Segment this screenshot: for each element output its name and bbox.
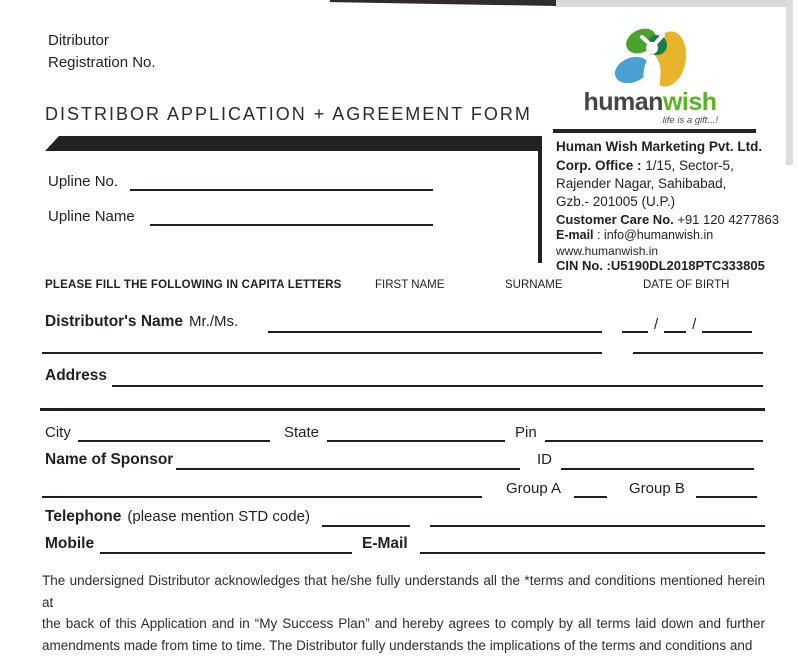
address-second-line <box>40 408 765 411</box>
address-label: Address <box>45 367 107 385</box>
company-email: E-mail : info@humanwish.in <box>556 228 794 244</box>
brand-human-text: human <box>583 88 662 116</box>
company-address-line3: Gzb.- 201005 (U.P.) <box>556 193 794 211</box>
sponsor-continuation-blank <box>42 480 482 498</box>
address-blank <box>112 368 763 387</box>
dob-slash-1: / <box>654 316 658 333</box>
first-name-header: FIRST NAME <box>375 279 444 291</box>
distributor-name-label: Distributor's Name <box>45 313 183 331</box>
state-label: State <box>284 424 319 441</box>
form-title: DISTRIBOR APPLICATION + AGREEMENT FORM <box>45 104 532 125</box>
email-blank <box>420 536 765 554</box>
dob-header: DATE OF BIRTH <box>643 279 729 291</box>
upline-name-blank <box>150 208 433 226</box>
dob-day-blank <box>622 316 648 333</box>
pin-blank <box>545 424 763 442</box>
brand-wordmark <box>578 88 722 117</box>
company-customer-care: Customer Care No. +91 120 4277863 <box>556 211 794 228</box>
telephone-note: (please mention STD code) <box>127 508 310 525</box>
dob-blank-group <box>622 314 752 333</box>
group-b-label: Group B <box>629 480 685 497</box>
company-corp-office: Corp. Office : 1/15, Sector-5, <box>556 157 794 175</box>
state-blank <box>327 424 505 442</box>
company-top-rule <box>553 129 756 133</box>
city-blank <box>78 424 270 442</box>
surname-header: SURNAME <box>505 279 563 291</box>
dob-continuation-blank <box>633 335 763 354</box>
pin-label: Pin <box>515 424 537 441</box>
humanwish-logo-icon <box>612 26 696 90</box>
telephone-label: Telephone <box>45 508 121 526</box>
company-info-block <box>556 137 794 274</box>
company-cin: CIN No. :U5190DL2018PTC333805 <box>556 258 794 274</box>
upline-name-label: Upline Name <box>48 208 135 225</box>
id-blank <box>561 452 754 470</box>
telephone-labels <box>45 508 310 526</box>
declaration-line2: the back of this Application and in “My Success Plan” and hereby agrees to comply by all terms laid down and further <box>42 613 765 635</box>
declaration-line1: The undersigned Distributor acknowledges that he/she fully understands all the *terms and conditions mentioned herein at <box>42 570 765 613</box>
company-address-line2: Rajender Nagar, Sahibabad, <box>556 175 794 193</box>
email-label: E-Mail <box>362 535 408 553</box>
dob-year-blank <box>702 316 752 333</box>
registration-line1: Ditributor <box>48 30 156 52</box>
vertical-divider <box>538 136 542 263</box>
registration-line2: Registration No. <box>48 52 156 74</box>
capital-letters-instruction: PLEASE FILL THE FOLLOWING IN CAPITA LETTERS <box>45 279 342 291</box>
telephone-std-blank <box>322 509 410 527</box>
dob-month-blank <box>664 316 686 333</box>
brand-wish-text: wish <box>663 88 717 116</box>
declaration-line3: amendments made from time to time. The Distributor fully understands the implications of the terms and conditions and <box>42 635 765 656</box>
city-label: City <box>45 424 71 441</box>
upline-no-blank <box>130 173 433 191</box>
id-label: ID <box>537 451 552 468</box>
scan-artifact-top-dark <box>330 0 556 6</box>
declaration-paragraph <box>42 570 765 656</box>
mobile-blank <box>100 536 352 554</box>
mobile-label: Mobile <box>45 535 94 553</box>
dob-slash-2: / <box>692 316 696 333</box>
sponsor-label: Name of Sponsor <box>45 451 173 469</box>
company-website: www.humanwish.in <box>556 244 794 259</box>
distributor-prefix: Mr./Ms. <box>189 313 238 330</box>
brand-tagline: life is a gift...! <box>582 115 718 126</box>
telephone-number-blank <box>430 509 765 527</box>
group-b-blank <box>696 480 757 498</box>
registration-block <box>48 30 156 74</box>
group-a-label: Group A <box>506 480 561 497</box>
upline-no-label: Upline No. <box>48 173 118 190</box>
group-a-blank <box>574 480 607 498</box>
distributor-name-labels <box>45 313 238 331</box>
title-underline-bar <box>45 136 541 151</box>
name-continuation-blank <box>42 335 602 354</box>
sponsor-blank <box>176 452 520 470</box>
scan-artifact-top-gray <box>556 0 793 7</box>
company-name: Human Wish Marketing Pvt. Ltd. <box>556 137 794 157</box>
distributor-name-blank <box>268 314 602 333</box>
